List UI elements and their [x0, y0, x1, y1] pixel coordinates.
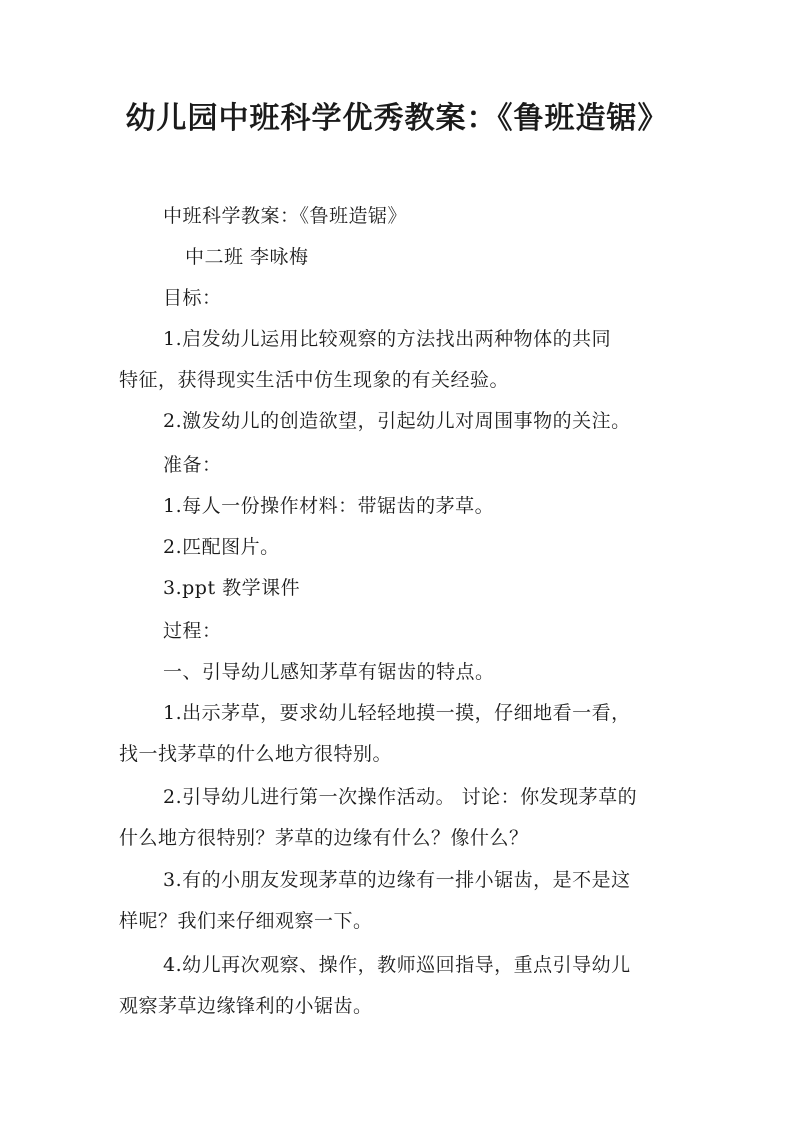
- prep-1-line: 1.每人一份操作材料：带锯齿的茅草。: [163, 495, 495, 517]
- subtitle-line: 中班科学教案：《鲁班造锯》: [163, 205, 408, 227]
- author-line: 中二班 李咏梅: [185, 246, 309, 268]
- step-1-line-1: 1.出示茅草，要求幼儿轻轻地摸一摸，仔细地看一看，: [163, 702, 631, 724]
- prep-3-line: 3.ppt 教学课件: [163, 577, 301, 599]
- step-3-line-2: 样呢？我们来仔细观察一下。: [119, 910, 373, 932]
- goal-1-line-2: 特征，获得现实生活中仿生现象的有关经验。: [119, 369, 510, 391]
- step-2-line-2: 什么地方很特别？茅草的边缘有什么？像什么？: [119, 827, 529, 849]
- prep-heading: 准备：: [163, 454, 222, 476]
- step-4-line-2: 观察茅草边缘锋利的小锯齿。: [119, 995, 373, 1017]
- goal-2-line: 2.激发幼儿的创造欲望，引起幼儿对周围事物的关注。: [163, 410, 631, 432]
- section-1-heading: 一、引导幼儿感知茅草有锯齿的特点。: [163, 661, 495, 683]
- document-title: 幼儿园中班科学优秀教案：《鲁班造锯》: [125, 101, 669, 136]
- step-2-line-1: 2.引导幼儿进行第一次操作活动。 讨论：你发现茅草的: [163, 786, 638, 808]
- step-3-line-1: 3.有的小朋友发现茅草的边缘有一排小锯齿，是不是这: [163, 869, 631, 891]
- step-1-line-2: 找一找茅草的什么地方很特别。: [119, 743, 393, 765]
- goal-1-line-1: 1.启发幼儿运用比较观察的方法找出两种物体的共同: [163, 328, 612, 350]
- goal-heading: 目标：: [163, 287, 222, 309]
- step-4-line-1: 4.幼儿再次观察、操作，教师巡回指导，重点引导幼儿: [163, 954, 631, 976]
- process-heading: 过程：: [163, 620, 222, 642]
- prep-2-line: 2.匹配图片。: [163, 536, 280, 558]
